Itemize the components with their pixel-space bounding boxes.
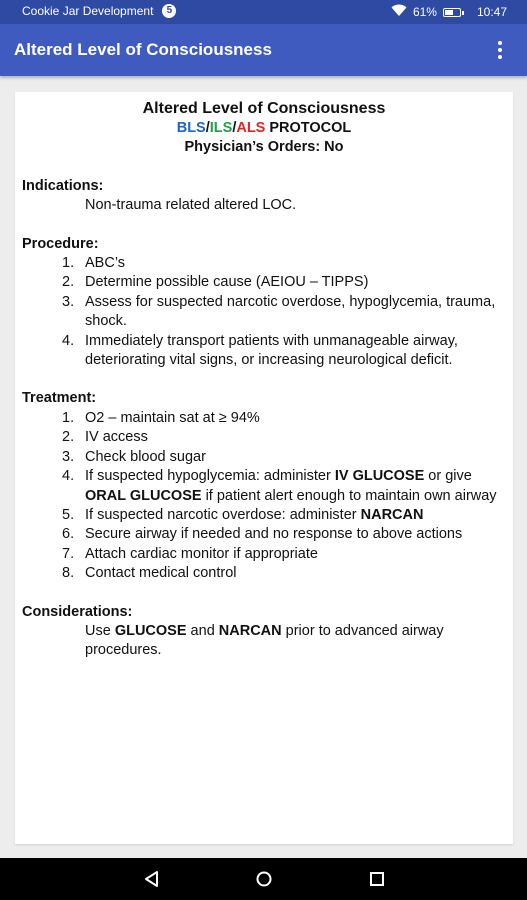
list-item (22, 525, 503, 544)
notification-app-name: Cookie Jar Development (22, 4, 154, 18)
home-circle-icon[interactable] (255, 870, 273, 888)
list-number: 1. (62, 255, 75, 272)
list-item-text: IV access (85, 429, 148, 446)
list-item (22, 467, 503, 506)
drug-name: NARCAN (218, 622, 282, 639)
list-item-text: or give (424, 468, 472, 485)
list-item-text: O2 – maintain sat at ≥ 94% (85, 409, 260, 426)
list-number: 8. (62, 565, 75, 582)
more-vert-icon[interactable] (497, 41, 503, 59)
list-number: 3. (62, 293, 75, 310)
protocol-label: PROTOCOL (265, 120, 352, 136)
document-title: Altered Level of Consciousness (142, 100, 386, 117)
procedure-list (22, 254, 503, 370)
list-item (22, 506, 503, 525)
procedure-heading: Procedure: (22, 235, 99, 252)
recents-square-icon[interactable] (368, 870, 386, 888)
app-bar (0, 24, 527, 76)
list-number: 2. (62, 429, 75, 446)
indications-section (22, 177, 503, 216)
status-left (22, 4, 176, 18)
considerations-text-part: Use (85, 622, 115, 639)
list-item (22, 293, 503, 332)
list-item-text: ABC’s (85, 255, 126, 272)
document-header (15, 92, 513, 158)
list-item-text: If suspected hypoglycemia: administer (85, 468, 335, 485)
dev-badge-icon: 5 (162, 4, 176, 18)
system-nav-bar (0, 858, 527, 900)
list-item-text: Check blood sugar (85, 448, 206, 465)
list-number: 6. (62, 526, 75, 543)
list-item (22, 409, 503, 428)
list-item-text: if patient alert enough to maintain own airway (201, 487, 497, 504)
considerations-text-part: and (186, 622, 219, 639)
list-item-text: If suspected narcotic overdose: administer (85, 506, 361, 523)
ils-label: ILS (209, 120, 233, 136)
list-item-text: Assess for suspected narcotic overdose, hypoglycemia, trauma, shock. (85, 293, 496, 330)
treatment-section (22, 389, 503, 583)
treatment-heading: Treatment: (22, 390, 97, 407)
drug-name: GLUCOSE (114, 622, 187, 639)
list-item (22, 273, 503, 292)
list-item (22, 254, 503, 273)
list-item (22, 564, 503, 583)
list-number: 4. (62, 468, 75, 485)
wifi-icon (391, 4, 407, 20)
considerations-section (22, 603, 503, 661)
list-item-text: Attach cardiac monitor if appropriate (85, 545, 318, 562)
back-triangle-icon[interactable] (143, 870, 161, 888)
list-number: 7. (62, 545, 75, 562)
list-number: 5. (62, 506, 75, 523)
battery-icon (443, 8, 461, 17)
list-number: 3. (62, 448, 75, 465)
list-item (22, 428, 503, 447)
procedure-section (22, 235, 503, 371)
indications-heading: Indications: (22, 177, 104, 194)
bls-label: BLS (176, 120, 206, 136)
als-label: ALS (236, 120, 266, 136)
protocol-separator: / (205, 120, 210, 136)
list-item-text: Secure airway if needed and no response to above actions (85, 526, 463, 543)
list-item (22, 545, 503, 564)
status-bar (0, 0, 527, 24)
physician-orders: Physician’s Orders: No (184, 139, 344, 156)
clock: 10:47 (476, 5, 507, 19)
indications-text: Non-trauma related altered LOC. (85, 197, 297, 214)
drug-name: NARCAN (360, 506, 424, 523)
drug-name: IV GLUCOSE (334, 468, 425, 485)
list-item-text: Contact medical control (85, 565, 237, 582)
protocol-line (15, 119, 513, 138)
considerations-text-part: prior to advanced airway procedures. (85, 622, 444, 659)
list-number: 1. (62, 409, 75, 426)
list-item-text: Determine possible cause (AEIOU – TIPPS) (85, 274, 369, 291)
list-item (22, 332, 503, 371)
list-item-text: Immediately transport patients with unmanageable airway, deteriorating vital signs, or increasing neurological deficit. (85, 332, 458, 369)
app-bar-title: Altered Level of Consciousness (14, 40, 272, 59)
battery-percent: 61% (412, 5, 437, 19)
considerations-text (22, 622, 503, 661)
status-right (391, 4, 507, 20)
treatment-list (22, 409, 503, 584)
protocol-document (15, 92, 513, 844)
list-item (22, 448, 503, 467)
list-number: 4. (62, 332, 75, 349)
list-number: 2. (62, 274, 75, 291)
considerations-heading: Considerations: (22, 603, 133, 620)
protocol-separator: / (232, 120, 237, 136)
drug-name: ORAL GLUCOSE (85, 487, 202, 504)
